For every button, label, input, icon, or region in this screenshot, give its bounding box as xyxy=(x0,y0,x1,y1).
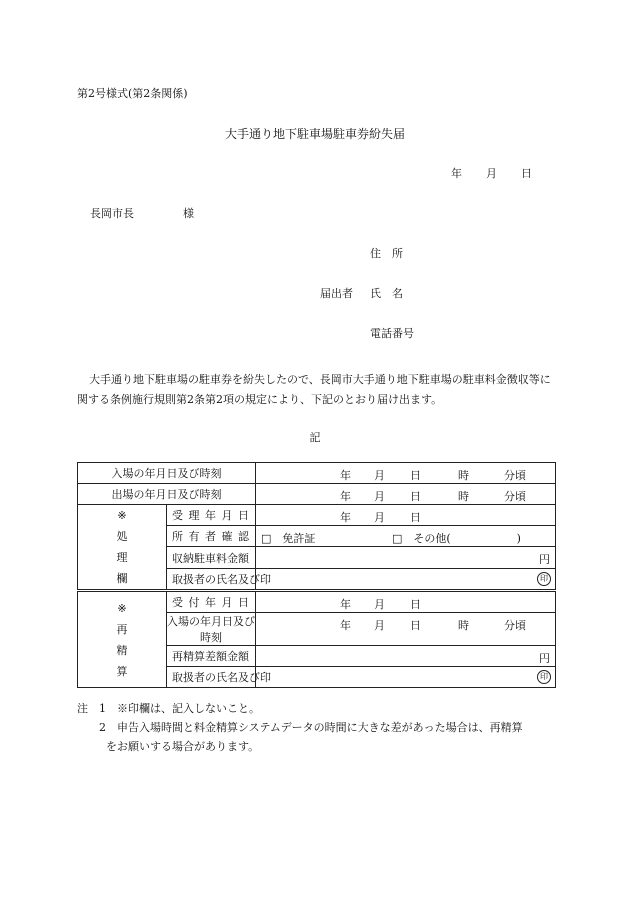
side-char: 算 xyxy=(116,664,128,678)
notes xyxy=(77,699,523,756)
note-2 xyxy=(77,718,523,737)
side-char: 再 xyxy=(116,622,128,636)
side-char: ※ xyxy=(117,601,127,615)
note-1-text: ※印欄は、記入しないこと。 xyxy=(117,702,260,715)
note-prefix: 注 xyxy=(77,702,88,715)
owner-check-label: 所 有 者 確 認 xyxy=(172,530,249,544)
entry2-day: 日 xyxy=(410,619,421,632)
entry-value-cell[interactable] xyxy=(256,463,556,484)
handler-value-cell[interactable] xyxy=(256,568,556,590)
handler-label: 取 扱 者 の 氏 名 及 び 印 xyxy=(172,572,271,586)
side-char: ※ xyxy=(117,509,127,522)
entry2-year: 年 xyxy=(340,619,351,632)
form-number: 第2号様式(第2条関係) xyxy=(77,87,188,100)
exit-day: 日 xyxy=(410,490,421,503)
exit-year: 年 xyxy=(340,490,351,503)
processing-section-label xyxy=(78,505,167,591)
diff-amount-label-cell xyxy=(167,646,256,667)
owner-check-value-cell xyxy=(256,526,556,547)
exit-month: 月 xyxy=(374,490,385,503)
received-day: 日 xyxy=(410,511,421,524)
resettlement-section-label xyxy=(78,591,167,688)
entry-label: 入場の年月日及び時刻 xyxy=(111,467,222,480)
entry-year: 年 xyxy=(340,469,351,482)
handler-label-cell xyxy=(167,568,271,590)
diff-amount-label: 再 精 算 差 額 金 額 xyxy=(172,650,249,663)
exit-minute: 分頃 xyxy=(504,490,526,503)
license-checkbox[interactable]: □ 免許証 xyxy=(261,532,316,546)
received-year: 年 xyxy=(340,511,351,524)
note-2-continued xyxy=(77,737,523,756)
issue-day: 日 xyxy=(410,598,421,611)
issue-date-value-cell[interactable] xyxy=(256,591,556,613)
date-day: 日 xyxy=(521,167,532,180)
entry-hour: 時 xyxy=(458,469,469,482)
exit-hour: 時 xyxy=(458,490,469,503)
entry-day: 日 xyxy=(410,469,421,482)
yen-unit: 円 xyxy=(539,652,550,665)
form-table xyxy=(77,462,556,688)
date-month: 月 xyxy=(486,167,497,180)
issue-date-label-cell xyxy=(167,591,256,613)
phone-label: 電話番号 xyxy=(370,327,414,340)
side-char: 理 xyxy=(116,551,128,564)
note-2-text: 申告入場時間と料金精算システムデータの時間に大きな差があった場合は、再精算 xyxy=(117,721,523,734)
note-1-number: 1 xyxy=(99,702,106,715)
issue-year: 年 xyxy=(340,598,351,611)
entry2-value-cell[interactable] xyxy=(256,613,556,646)
seal-mark-icon: 印 xyxy=(537,670,551,684)
received-date-value-cell[interactable] xyxy=(256,505,556,526)
diff-amount-value-cell[interactable] xyxy=(256,646,556,667)
name-label: 氏 名 xyxy=(370,287,403,300)
issue-month: 月 xyxy=(374,598,385,611)
side-char: 処 xyxy=(116,530,128,543)
note-2-text-cont: をお願いする場合があります。 xyxy=(106,740,260,753)
side-char: 精 xyxy=(116,643,128,657)
exit-label-cell xyxy=(78,484,256,505)
note-1 xyxy=(77,699,523,718)
handler2-value-cell[interactable] xyxy=(256,667,556,688)
owner-check-label-cell xyxy=(167,526,256,547)
honorific: 様 xyxy=(183,207,194,220)
side-char: 欄 xyxy=(116,572,128,585)
exit-label: 出場の年月日及び時刻 xyxy=(111,488,222,501)
row-exit xyxy=(78,484,556,505)
entry-minute: 分頃 xyxy=(504,469,526,482)
entry-month: 月 xyxy=(374,469,385,482)
row-issue-date xyxy=(78,591,556,613)
entry2-label-cell xyxy=(167,613,256,646)
addressee: 長岡市長 xyxy=(90,207,134,220)
handler2-label-cell xyxy=(167,667,271,688)
issue-date-label: 受 付 年 月 日 xyxy=(172,596,249,609)
declaration-text: 大手通り地下駐車場の駐車券を紛失したので、長岡市大手通り地下駐車場の駐車料金徴収等に関する条例施行規則第2条第2項の規定により、下記のとおり届け出ます。 xyxy=(77,373,551,406)
received-date-label: 受 理 年 月 日 xyxy=(172,509,249,523)
ki-heading: 記 xyxy=(309,431,321,444)
entry-label-cell xyxy=(78,463,256,484)
note-2-number: 2 xyxy=(99,721,106,734)
row-received xyxy=(78,505,556,526)
received-month: 月 xyxy=(374,511,385,524)
exit-value-cell[interactable] xyxy=(256,484,556,505)
yen-unit: 円 xyxy=(539,553,550,567)
parking-fee-value-cell[interactable] xyxy=(256,547,556,568)
parking-fee-label: 収 納 駐 車 料 金 額 xyxy=(172,551,249,565)
row-entry xyxy=(78,463,556,484)
seal-mark-icon: 印 xyxy=(537,572,551,586)
parking-fee-label-cell xyxy=(167,547,256,568)
other-checkbox[interactable]: □ その他( ) xyxy=(392,532,521,546)
entry2-minute: 分頃 xyxy=(504,619,526,632)
handler2-label: 取 扱 者 の 氏 名 及 び 印 xyxy=(172,671,271,684)
entry2-hour: 時 xyxy=(458,619,469,632)
applicant-role: 届出者 xyxy=(320,287,353,300)
address-label: 住 所 xyxy=(370,247,403,260)
received-date-label-cell xyxy=(167,505,256,526)
entry2-label: 入場の年月日及び時刻 xyxy=(167,615,255,644)
entry2-month: 月 xyxy=(374,619,385,632)
date-year: 年 xyxy=(451,167,462,180)
form-title: 大手通り地下駐車場駐車券紛失届 xyxy=(224,127,405,141)
